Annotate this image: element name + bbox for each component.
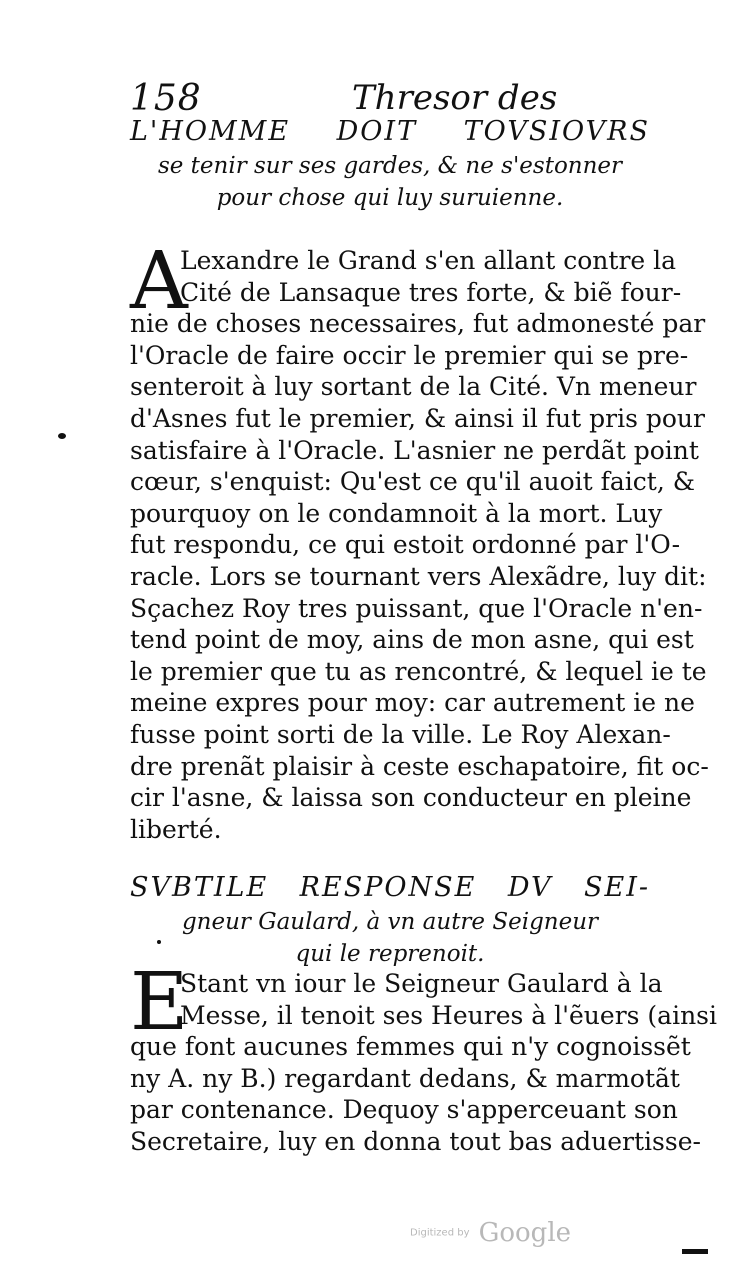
paragraph-line: Lexandre le Grand s'en allant contre la	[180, 246, 677, 275]
paragraph-2	[130, 955, 717, 1158]
section-heading-1	[130, 114, 650, 214]
paragraph-line: tend point de moy, ains de mon asne, qui est	[130, 625, 694, 655]
drop-cap-initial: A	[130, 234, 188, 327]
ink-speck	[157, 940, 161, 944]
drop-cap-initial: E	[130, 955, 189, 1048]
paragraph-line: que font aucunes femmes qui n'y cognoissẽt	[130, 1032, 691, 1062]
running-title: Thresor des	[352, 78, 558, 118]
margin-mark	[682, 1249, 708, 1254]
paragraph-line: d'Asnes fut le premier, & ainsi il fut pris pour	[130, 403, 705, 433]
paragraph-line: l'Oracle de faire occir le premier qui se pre-	[130, 340, 689, 370]
page-number: 158	[130, 78, 202, 119]
paragraph-line: Secretaire, luy en donna tout bas aduertisse-	[130, 1126, 701, 1156]
paragraph-line: racle. Lors se tournant vers Alexãdre, luy dit:	[130, 561, 707, 591]
section-heading-line: qui le reprenoit.	[295, 941, 485, 967]
paragraph-line: senteroit à luy sortant de la Cité. Vn meneur	[130, 372, 697, 402]
paragraph-line: par contenance. Dequoy s'apperceuant son	[130, 1095, 678, 1125]
section-heading-2	[130, 870, 650, 970]
paragraph-line: le premier que tu as rencontré, & lequel ie te	[130, 656, 707, 686]
paragraph-line: cœur, s'enquist: Qu'est ce qu'il auoit faict, &	[130, 467, 696, 497]
paragraph-line: ny A. ny B.) regardant dedans, & marmotãt	[130, 1063, 680, 1093]
paragraph-line: dre prenãt plaisir à ceste eschapatoire, fit oc-	[130, 751, 709, 781]
paragraph-line: Sçachez Roy tres puissant, que l'Oracle n'en-	[130, 593, 703, 623]
paragraph-line: meine expres pour moy: car autrement ie ne	[130, 688, 695, 718]
ink-speck	[58, 433, 66, 439]
digitized-brand: Google	[478, 1218, 572, 1248]
paragraph-line: fut respondu, ce qui estoit ordonné par l'O-	[130, 530, 681, 560]
section-heading-line: pour chose qui luy suruienne.	[216, 185, 564, 211]
paragraph-1	[130, 234, 709, 845]
paragraph-line: pourquoy on le condamnoit à la mort. Luy	[130, 498, 663, 528]
paragraph-line: Cité de Lansaque tres forte, & biẽ four-	[180, 277, 682, 307]
section-heading-caps: L'HOMME DOIT TOVSIOVRS	[130, 116, 650, 147]
section-heading-caps: SVBTILE RESPONSE DV SEI-	[130, 872, 650, 903]
paragraph-line: fusse point sorti de la ville. Le Roy Alexan-	[130, 719, 671, 749]
paragraph-line: liberté.	[130, 814, 222, 844]
digitized-prefix: Digitized by	[410, 1227, 470, 1239]
digitized-watermark	[410, 1218, 571, 1248]
paragraph-line: satisfaire à l'Oracle. L'asnier ne perdãt point	[130, 435, 699, 465]
paragraph-line: cir l'asne, & laissa son conducteur en pleine	[130, 783, 692, 813]
section-heading-line: se tenir sur ses gardes, & ne s'estonner	[157, 153, 623, 179]
paragraph-line: nie de choses necessaires, fut admonesté par	[130, 309, 706, 339]
paragraph-line: Messe, il tenoit ses Heures à l'ẽuers (ainsi	[180, 1000, 717, 1030]
paragraph-line: Stant vn iour le Seigneur Gaulard à la	[180, 969, 663, 998]
section-heading-line: gneur Gaulard, à vn autre Seigneur	[181, 909, 599, 935]
